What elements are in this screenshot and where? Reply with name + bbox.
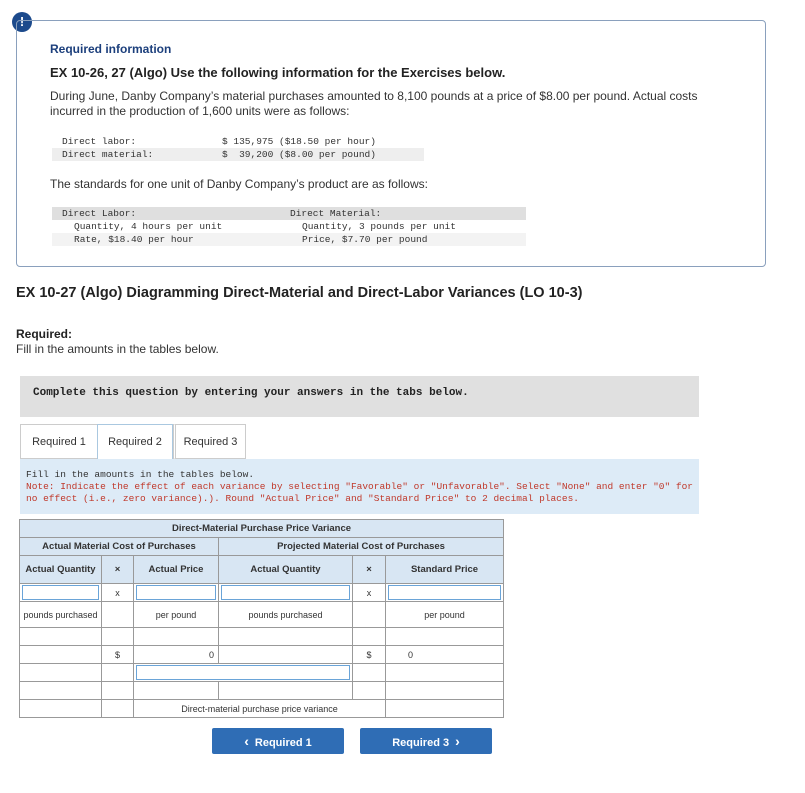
tab-required-3[interactable]: Required 3 (173, 424, 246, 459)
labor-heading: Direct Labor: (62, 208, 137, 219)
actual-quantity-2-input[interactable] (221, 585, 350, 600)
unit-pounds-purchased: pounds purchased (20, 602, 102, 628)
required-label: Required: (16, 327, 73, 341)
complete-prompt: Complete this question by entering your answers in the tabs below. (33, 387, 469, 399)
actual-price-input[interactable] (136, 585, 216, 600)
col-actual-quantity-2: Actual Quantity (219, 556, 353, 584)
unit-pounds-purchased-2: pounds purchased (219, 602, 353, 628)
cost-row-direct-labor (52, 135, 424, 148)
material-price: Price, $7.70 per pound (302, 234, 428, 245)
exercise-title: EX 10-27 (Algo) Diagramming Direct-Material and Direct-Labor Variances (LO 10-3) (16, 285, 583, 301)
col-standard-price: Standard Price (386, 556, 504, 584)
times-x-2: x (353, 584, 386, 602)
material-quantity: Quantity, 3 pounds per unit (302, 221, 456, 232)
required-information-heading: Required information (50, 42, 172, 56)
actual-quantity-2-cell[interactable] (219, 584, 353, 602)
cost-row-direct-material (52, 148, 424, 161)
cost-amount: $ 39,200 ($8.00 per pound) (222, 149, 376, 160)
material-heading: Direct Material: (290, 208, 382, 219)
col-times: × (102, 556, 134, 584)
variance-amount-cell[interactable] (134, 664, 353, 682)
fill-instruction: Fill in the amounts in the tables below. (16, 342, 219, 356)
table-title: Direct-Material Purchase Price Variance (20, 520, 504, 538)
actual-costs-table (52, 135, 424, 161)
instruction-note: Note: Indicate the effect of each variance by selecting "Favorable" or "Unfavorable". Select "None" and enter "0" for no effect (i.e., zero variance).). Round "Actual Price" and "Standard Price" to 2 decimal places. (26, 481, 694, 504)
prev-button-label: Required 1 (254, 737, 312, 749)
cost-label: Direct material: (62, 149, 154, 160)
tab-required-1[interactable]: Required 1 (20, 424, 97, 459)
labor-rate: Rate, $18.40 per hour (74, 234, 194, 245)
actual-quantity-cell[interactable] (20, 584, 102, 602)
price-variance-table (19, 519, 504, 718)
col-actual-quantity: Actual Quantity (20, 556, 102, 584)
standard-price-input[interactable] (388, 585, 501, 600)
next-button-label: Required 3 (392, 737, 450, 749)
variance-label: Direct-material purchase price variance (134, 700, 386, 718)
tab-required-2[interactable]: Required 2 (97, 424, 173, 461)
chevron-right-icon: › (455, 733, 460, 749)
chevron-left-icon: ‹ (244, 733, 249, 749)
exercise-intro-title: EX 10-26, 27 (Algo) Use the following information for the Exercises below. (50, 65, 506, 80)
instruction-line: Fill in the amounts in the tables below. (26, 469, 255, 480)
standards-table (52, 207, 526, 246)
next-button[interactable] (360, 728, 492, 754)
unit-per-pound-2: per pound (386, 602, 504, 628)
times-x: x (102, 584, 134, 602)
actual-quantity-input[interactable] (22, 585, 99, 600)
cost-label: Direct labor: (62, 136, 137, 147)
col-actual-price: Actual Price (134, 556, 219, 584)
dollar-sign-2: $ (353, 646, 386, 664)
actual-price-cell[interactable] (134, 584, 219, 602)
labor-quantity: Quantity, 4 hours per unit (74, 221, 223, 232)
unit-per-pound: per pound (134, 602, 219, 628)
complete-question-banner (20, 376, 699, 417)
col-times-2: × (353, 556, 386, 584)
cost-amount: $ 135,975 ($18.50 per hour) (222, 136, 376, 147)
intro-paragraph: During June, Danby Company’s material purchases amounted to 8,100 pounds at a price of $8.00 per pound. Actual costs incurred in the production of 1,600 units were as follows: (50, 89, 698, 118)
actual-cost-total: 0 (134, 646, 219, 664)
projected-cost-total: 0 (386, 646, 504, 664)
standards-paragraph: The standards for one unit of Danby Company’s product are as follows: (50, 177, 428, 191)
prev-button[interactable] (212, 728, 344, 754)
actual-cost-group-header: Actual Material Cost of Purchases (20, 538, 219, 556)
projected-cost-group-header: Projected Material Cost of Purchases (219, 538, 504, 556)
dollar-sign: $ (102, 646, 134, 664)
alert-icon: ! (12, 12, 32, 32)
variance-amount-input[interactable] (136, 665, 350, 680)
standard-price-cell[interactable] (386, 584, 504, 602)
tab-instructions (20, 459, 699, 514)
